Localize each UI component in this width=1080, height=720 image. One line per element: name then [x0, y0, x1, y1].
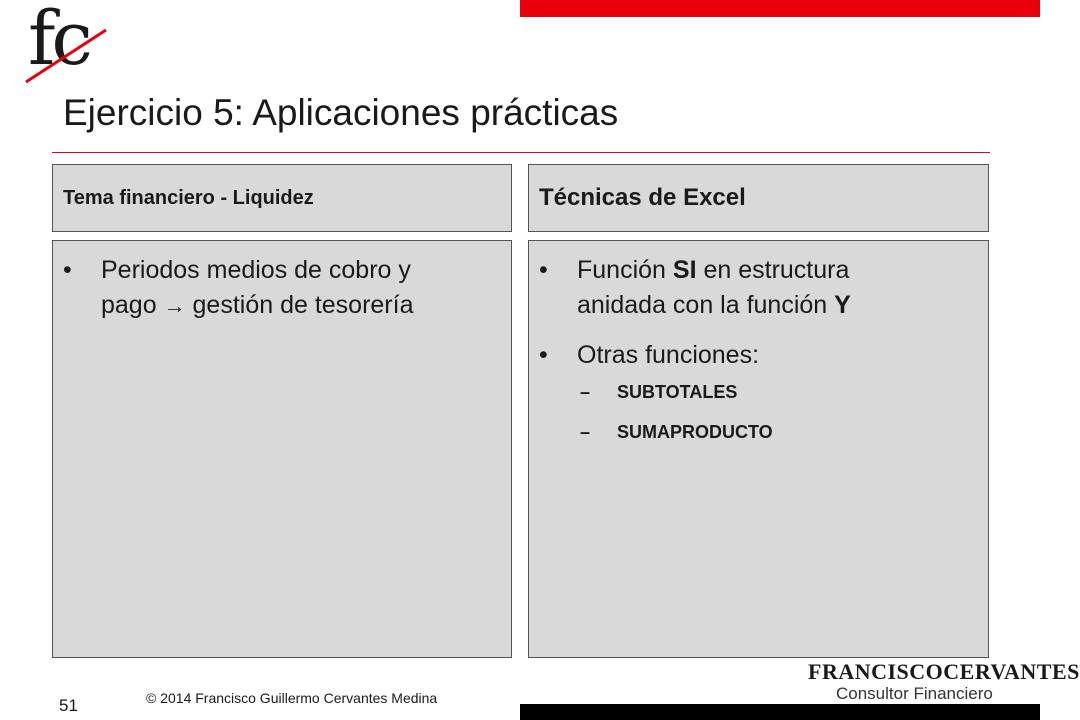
- top-accent-bar: [520, 0, 1040, 17]
- logo-letters: fc: [28, 0, 89, 82]
- left-panel-header: Tema financiero - Liquidez: [52, 164, 512, 232]
- right-panel-header: Técnicas de Excel: [528, 164, 989, 232]
- sub-dash: –: [580, 382, 591, 402]
- bullet-dot: •: [539, 341, 548, 369]
- page-number: 51: [59, 696, 78, 715]
- arrow-right-icon: →: [163, 293, 186, 318]
- bullet-dot: •: [539, 256, 548, 284]
- copyright-notice: © 2014 Francisco Guillermo Cervantes Medina: [146, 690, 438, 706]
- bullet-text: en estructura: [696, 256, 850, 284]
- bottom-bar: [520, 704, 1040, 720]
- bullet-line: Periodos medios de cobro y: [101, 256, 411, 284]
- bullet-text: Función: [577, 256, 673, 284]
- left-panel: [52, 240, 512, 658]
- bullet-text-bold: Y: [834, 291, 851, 319]
- brand-mark: [808, 660, 1080, 704]
- bullet-text: anidada con la función: [577, 291, 835, 319]
- bullet-text-bold: SI: [672, 256, 697, 284]
- bullet-text: Otras funciones:: [577, 341, 760, 369]
- slide-title: Ejercicio 5: Aplicaciones prácticas: [63, 92, 619, 133]
- bullet-line-text-end: gestión de tesorería: [185, 291, 414, 319]
- bullet-line-text: pago: [101, 291, 164, 319]
- bullet-line-2: [101, 291, 413, 319]
- logo-slash-icon: [22, 8, 122, 90]
- brand-name: FRANCISCOCERVANTES: [808, 659, 1080, 684]
- brand-subtitle: Consultor Financiero: [836, 684, 993, 703]
- right-panel: [528, 240, 989, 658]
- title-divider: [52, 152, 990, 153]
- sub-dash: –: [580, 422, 591, 442]
- fc-logo: [22, 0, 122, 90]
- sub-item-text: SUBTOTALES: [617, 382, 738, 402]
- sub-item-text: SUMAPRODUCTO: [617, 422, 773, 442]
- bullet-dot: •: [63, 256, 72, 284]
